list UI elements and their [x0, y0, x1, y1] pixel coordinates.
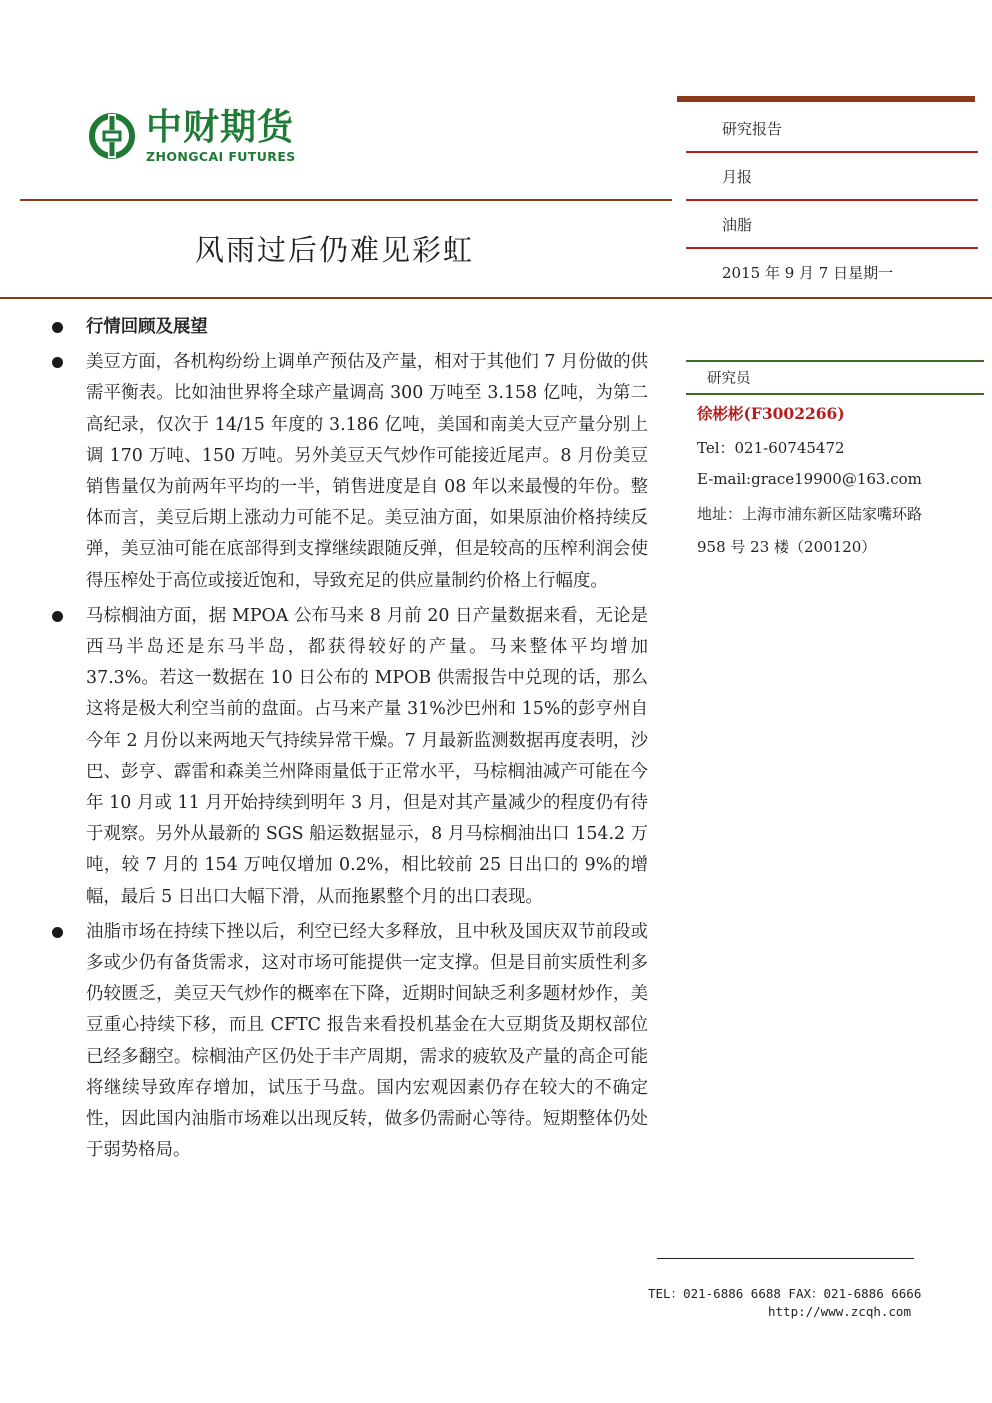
- header-bottom-divider: [0, 297, 992, 299]
- footer-website[interactable]: http://www.zcqh.com: [768, 1304, 911, 1319]
- logo-name-en: ZHONGCAI FUTURES: [146, 149, 296, 164]
- bullet-icon: [52, 611, 63, 622]
- paragraph-soybean: [48, 347, 648, 597]
- section-heading-text: 行情回顾及展望: [86, 317, 208, 337]
- report-frequency: 月报: [722, 168, 753, 186]
- analyst-bottom-line: [686, 393, 984, 395]
- analyst-tel: Tel：021-60745472: [697, 439, 845, 457]
- paragraph-text: 马棕榈油方面，据 MPOA 公布马来 8 月前 20 日产量数据来看，无论是西马半岛还是东马半岛，都获得较好的产量。马来整体平均增加 37.3%。若这一数据在 10 日公布的 MPOB 供需报告中兑现的话，那么这将是极大利空当前的盘面。占马来产量 31%沙巴州和 15%的彭亨州自今年 2 月份以来两地天气持续异常干燥。7 月最新监测数据再度表明，沙巴、彭亨、霹雷和森美兰州降雨量低于正常水平，马棕榈油减产可能在今年 10 月或 11 月开始持续到明年 3 月，但是对其产量减少的程度仍有待于观察。另外从最新的 SGS 船运数据显示，8 月马棕榈油出口 154.2 万吨，较 7 月的 154 万吨仅增加 0.2%，相比较前 25 日出口的 9%的增幅，最后 5 日出口大幅下滑，从而拖累整个月的出口表现。: [86, 605, 648, 907]
- analyst-address-line2: 958 号 23 楼（200120）: [697, 538, 877, 556]
- analyst-top-line: [686, 360, 984, 362]
- footer-divider: [657, 1258, 914, 1259]
- footer-contact: TEL：021-6886 6688 FAX：021-6886 6666: [648, 1286, 922, 1301]
- bullet-icon: [52, 322, 63, 333]
- report-body: [48, 312, 648, 1166]
- page-title: 风雨过后仍难见彩虹: [195, 233, 475, 267]
- logo-name-cn: 中财期货: [146, 107, 295, 148]
- paragraph-text: 油脂市场在持续下挫以后，利空已经大多释放，且中秋及国庆双节前段或多或少仍有备货需求，这对市场可能提供一定支撑。但是目前实质性利多仍较匮乏，美豆天气炒作的概率在下降，近期时间缺乏利多题材炒作，美豆重心持续下移，而且 CFTC 报告来看投机基金在大豆期货及期权部位已经多翻空。棕榈油产区仍处于丰产周期，需求的疲软及产量的高企可能将继续导致库存增加，试压于马盘。国内宏观因素仍存在较大的不确定性，因此国内油脂市场难以出现反转，做多仍需耐心等待。短期整体仍处于弱势格局。: [86, 921, 648, 1161]
- header-top-bar: [677, 96, 975, 102]
- header-divider-3: [686, 247, 978, 249]
- bullet-icon: [52, 927, 63, 938]
- section-heading: [48, 312, 648, 343]
- analyst-address-line1: 地址：上海市浦东新区陆家嘴环路: [697, 505, 923, 523]
- report-date: 2015 年 9 月 7 日星期一: [722, 264, 894, 282]
- company-logo: [88, 108, 328, 168]
- header-divider-2: [686, 199, 978, 201]
- paragraph-outlook: [48, 917, 648, 1167]
- analyst-label: 研究员: [707, 371, 751, 387]
- header-divider-1: [686, 151, 978, 153]
- report-type: 研究报告: [722, 120, 783, 138]
- title-top-divider: [20, 199, 672, 201]
- bullet-icon: [52, 357, 63, 368]
- paragraph-palm-oil: [48, 601, 648, 913]
- paragraph-text: 美豆方面，各机构纷纷上调单产预估及产量，相对于其他们 7 月份做的供需平衡表。比如油世界将全球产量调高 300 万吨至 3.158 亿吨，为第二高纪录，仅次于 14/15 年度的 3.186 亿吨，美国和南美大豆产量分别上调 170 万吨、150 万吨。另外美豆天气炒作可能接近尾声。8 月份美豆销售量仅为前两年平均的一半，销售进度是自 08 年以来最慢的年份。整体而言，美豆后期上涨动力可能不足。美豆油方面，如果原油价格持续反弹，美豆油可能在底部得到支撑继续跟随反弹，但是较高的压榨利润会使得压榨处于高位或接近饱和，导致充足的供应量制约价格上行幅度。: [86, 352, 648, 591]
- logo-emblem-icon: [88, 112, 136, 160]
- report-category: 油脂: [722, 216, 753, 234]
- analyst-name: 徐彬彬(F3002266): [697, 404, 845, 423]
- analyst-email[interactable]: E-mail:grace19900@163.com: [697, 470, 922, 488]
